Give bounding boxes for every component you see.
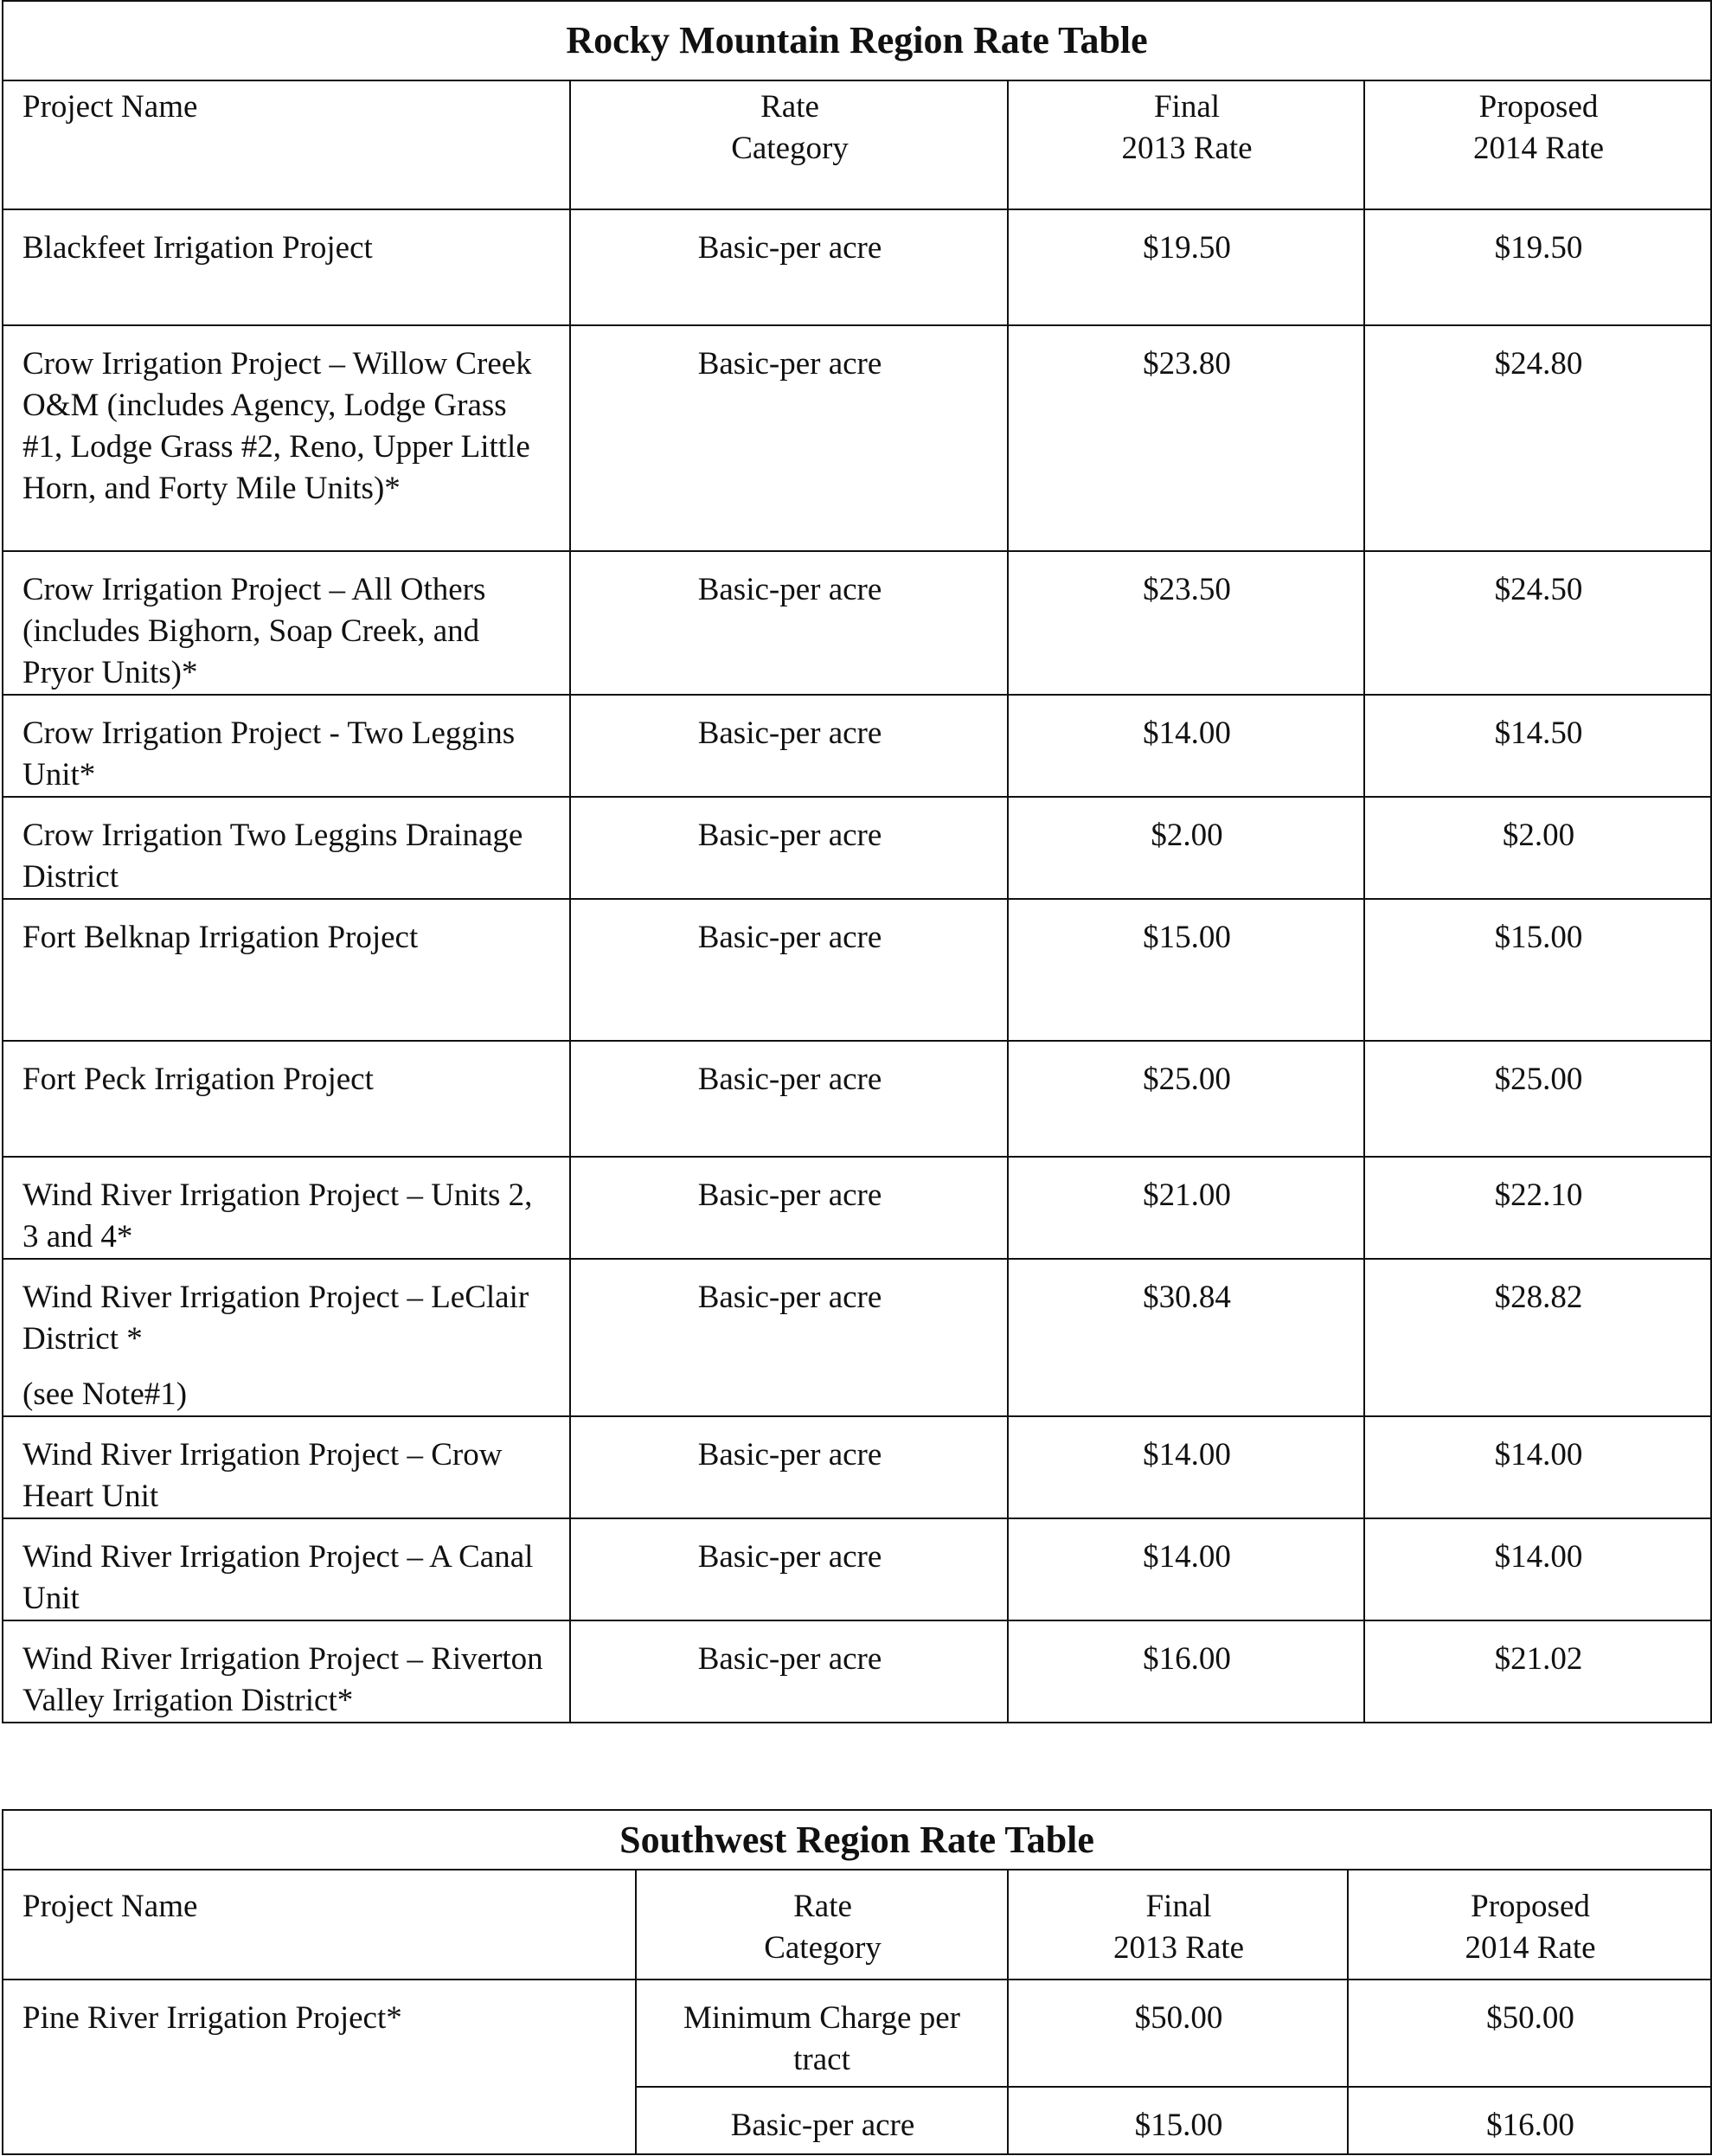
southwest-header-row [3,1870,1711,1980]
project-name-cell [3,1259,570,1416]
final-2013-rate-cell: $14.00 [1008,695,1364,797]
final-2013-rate-cell: $50.00 [1008,1980,1348,2087]
rate-category-cell: Basic-per acre [570,1416,1008,1518]
rate-category-cell: Basic-per acre [570,1259,1008,1416]
proposed-2014-rate-cell: $14.00 [1364,1416,1711,1518]
rate-category-cell: Basic-per acre [570,1157,1008,1259]
header-rate-category: Rate Category [570,80,1008,209]
proposed-2014-rate-cell: $28.82 [1364,1259,1711,1416]
proposed-2014-rate-cell: $24.80 [1364,325,1711,551]
final-2013-rate-cell: $30.84 [1008,1259,1364,1416]
table-row [3,797,1711,899]
header-proposed-2014-rate: Proposed 2014 Rate [1348,1870,1711,1980]
header-rate-category: Rate Category [636,1870,1008,1980]
proposed-2014-rate-cell: $25.00 [1364,1041,1711,1157]
project-name-cell: Wind River Irrigation Project – Units 2, 3 and 4* [3,1157,570,1259]
proposed-2014-rate-cell: $16.00 [1348,2087,1711,2154]
see-note-text: (see Note#1) [22,1376,188,1412]
final-2013-rate-cell: $23.80 [1008,325,1364,551]
rate-category-cell: Basic-per acre [570,209,1008,325]
proposed-2014-rate-cell: $21.02 [1364,1620,1711,1723]
table-row [3,1157,1711,1259]
table-row [3,325,1711,551]
header-final-2013-rate: Final 2013 Rate [1008,1870,1348,1980]
project-name-cell: Wind River Irrigation Project – Crow Heart Unit [3,1416,570,1518]
final-2013-rate-cell: $14.00 [1008,1518,1364,1620]
table-row [3,899,1711,1041]
project-name-cell: Pine River Irrigation Project* [3,1980,636,2154]
rate-category-cell: Basic-per acre [570,1620,1008,1723]
proposed-2014-rate-cell: $14.00 [1364,1518,1711,1620]
rate-category-cell: Minimum Charge per tract [636,1980,1008,2087]
rate-category-cell: Basic-per acre [570,325,1008,551]
proposed-2014-rate-cell: $14.50 [1364,695,1711,797]
rate-category-cell: Basic-per acre [570,797,1008,899]
proposed-2014-rate-cell: $22.10 [1364,1157,1711,1259]
rate-category-cell: Basic-per acre [570,1041,1008,1157]
table-row [3,1041,1711,1157]
project-name-cell: Wind River Irrigation Project – Riverton Valley Irrigation District* [3,1620,570,1723]
project-name-text: Wind River Irrigation Project – LeClair District * [22,1280,529,1357]
final-2013-rate-cell: $2.00 [1008,797,1364,899]
project-name-cell: Wind River Irrigation Project – A Canal Unit [3,1518,570,1620]
project-name-cell: Fort Belknap Irrigation Project [3,899,570,1041]
project-name-cell: Fort Peck Irrigation Project [3,1041,570,1157]
table-row [3,551,1711,695]
project-name-cell: Crow Irrigation Project – Willow Creek O&M (includes Agency, Lodge Grass #1, Lodge Grass #2, Reno, Upper Little Horn, and Forty Mile Units)* [3,325,570,551]
rocky-header-row [3,80,1711,209]
project-name-cell: Crow Irrigation Project - Two Leggins Unit* [3,695,570,797]
rate-category-cell: Basic-per acre [636,2087,1008,2154]
proposed-2014-rate-cell: $24.50 [1364,551,1711,695]
project-name-cell: Crow Irrigation Project – All Others (includes Bighorn, Soap Creek, and Pryor Units)* [3,551,570,695]
final-2013-rate-cell: $23.50 [1008,551,1364,695]
proposed-2014-rate-cell: $19.50 [1364,209,1711,325]
table-row [3,209,1711,325]
table-row [3,1259,1711,1416]
final-2013-rate-cell: $16.00 [1008,1620,1364,1723]
final-2013-rate-cell: $14.00 [1008,1416,1364,1518]
final-2013-rate-cell: $15.00 [1008,2087,1348,2154]
rate-category-cell: Basic-per acre [570,1518,1008,1620]
table-row [3,1620,1711,1723]
rate-category-cell: Basic-per acre [570,695,1008,797]
table-row [3,1518,1711,1620]
project-name-cell: Crow Irrigation Two Leggins Drainage District [3,797,570,899]
table-row [3,1980,1711,2087]
proposed-2014-rate-cell: $2.00 [1364,797,1711,899]
rate-category-cell: Basic-per acre [570,551,1008,695]
final-2013-rate-cell: $21.00 [1008,1157,1364,1259]
southwest-table-title: Southwest Region Rate Table [3,1810,1711,1870]
final-2013-rate-cell: $15.00 [1008,899,1364,1041]
southwest-rate-table [2,1809,1712,2155]
rocky-table-title: Rocky Mountain Region Rate Table [3,1,1711,80]
final-2013-rate-cell: $25.00 [1008,1041,1364,1157]
header-proposed-2014-rate: Proposed 2014 Rate [1364,80,1711,209]
table-row [3,1416,1711,1518]
project-name-cell: Blackfeet Irrigation Project [3,209,570,325]
final-2013-rate-cell: $19.50 [1008,209,1364,325]
proposed-2014-rate-cell: $15.00 [1364,899,1711,1041]
table-row [3,695,1711,797]
header-project-name: Project Name [3,1870,636,1980]
header-final-2013-rate: Final 2013 Rate [1008,80,1364,209]
header-project-name: Project Name [3,80,570,209]
rate-category-cell: Basic-per acre [570,899,1008,1041]
proposed-2014-rate-cell: $50.00 [1348,1980,1711,2087]
rocky-mountain-rate-table [2,0,1712,1723]
